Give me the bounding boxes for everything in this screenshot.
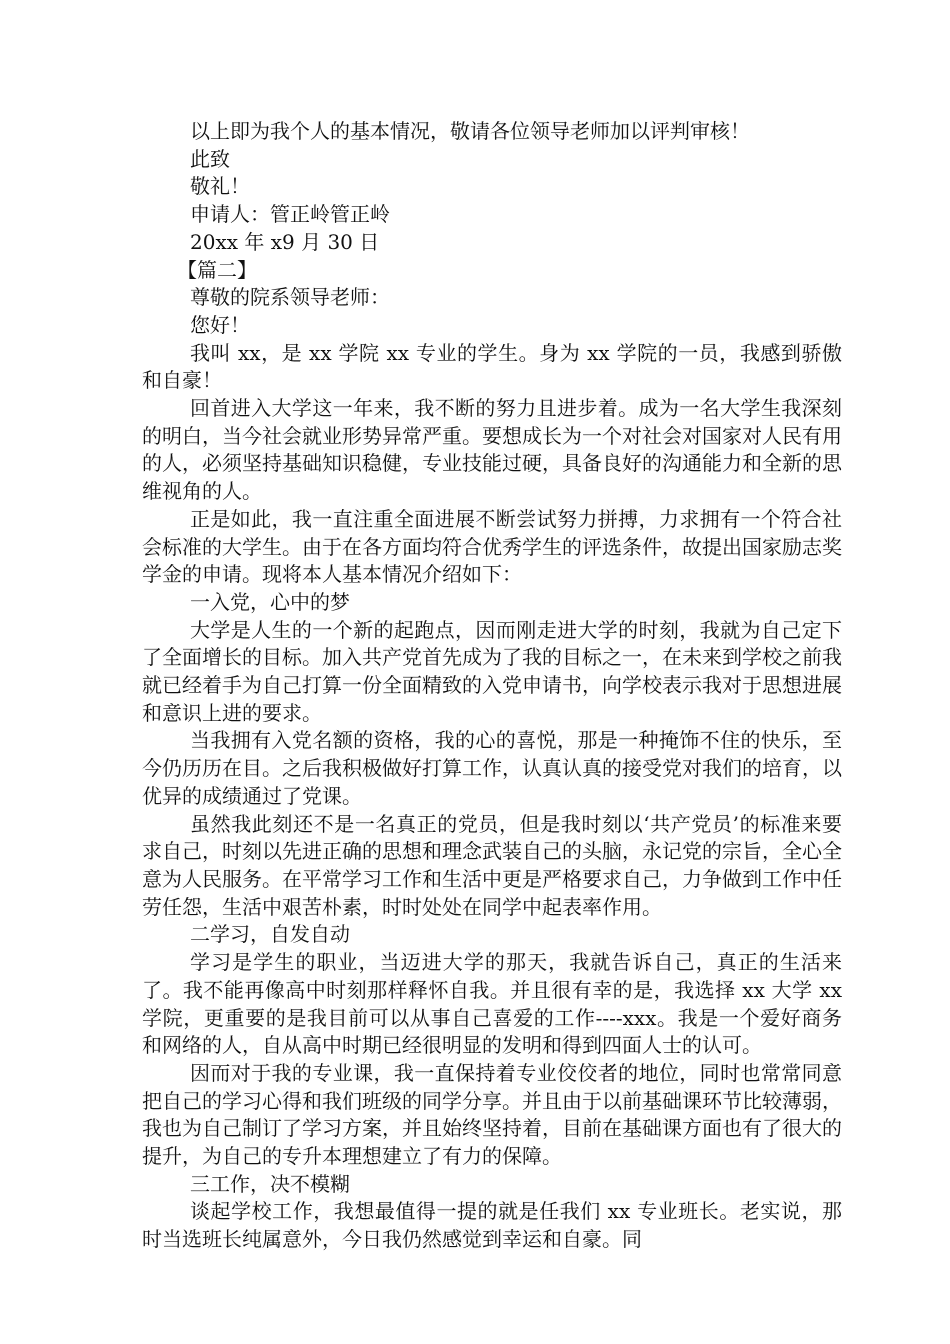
paragraph: 正是如此，我一直注重全面进展不断尝试努力拼搏，力求拥有一个符合社会标准的大学生。由于在各方面均符合优秀学生的评选条件，故提出国家励志奖学金的申请。现将本人基本情况介绍如下： [142,506,842,587]
paragraph: 学习是学生的职业，当迈进大学的那天，我就告诉自己，真正的生活来了。我不能再像高中时刻那样释怀自我。并且很有幸的是，我选择 xx 大学 xx 学院，更重要的是我目前可以从事自己喜爱的工作----xxx。我是一个爱好商务和网络的人，自从高中时期已经很明显的发明和得到四面人士的认可。 [142,950,842,1058]
paragraph: 谈起学校工作，我想最值得一提的就是任我们 xx 专业班长。老实说，那时当选班长纯属意外，今日我仍然感觉到幸运和自豪。同 [142,1199,842,1252]
date-line: 20xx 年 x9 月 30 日 [190,229,380,254]
paragraph: 大学是人生的一个新的起跑点，因而刚走进大学的时刻，我就为自己定下了全面增长的目标。加入共产党首先成为了我的目标之一，在未来到学校之前我就已经着手为自己打算一份全面精致的入党申请书，向学校表示我对于思想进展和意识上进的要求。 [142,617,842,725]
document-body [142,118,842,1254]
salutation-cizhi: 此致 [190,146,230,171]
paragraph: 虽然我此刻还不是一名真正的党员，但是我时刻以‘共产党员’的标准来要求自己，时刻以先进正确的思想和理念武装自己的头脑，永记党的宗旨，全心全意为人民服务。在平常学习工作和生活中更是严格要求自己，力争做到工作中任劳任怨，生活中艰苦朴素，时时处处在同学中起表率作用。 [142,811,842,919]
addressee-line: 尊敬的院系领导老师： [190,285,390,310]
subheading: 三工作，决不模糊 [190,1171,350,1196]
closing-line: 以上即为我个人的基本情况，敬请各位领导老师加以评判审核！ [190,119,750,143]
subheading: 二学习，自发自动 [190,922,350,947]
paragraph: 我叫 xx，是 xx 学院 xx 专业的学生。身为 xx 学院的一员，我感到骄傲和自豪！ [142,340,842,393]
paragraph: 回首进入大学这一年来，我不断的努力且进步着。成为一名大学生我深刻的明白，当今社会就业形势异常严重。要想成长为一个对社会对国家对人民有用的人，必须坚持基础知识稳健，专业技能过硬，具备良好的沟通能力和全新的思维视角的人。 [142,396,842,504]
paragraph: 当我拥有入党名额的资格，我的心的喜悦，那是一种掩饰不住的快乐，至今仍历历在目。之后我积极做好打算工作，认真认真的接受党对我们的培育，以优异的成绩通过了党课。 [142,728,842,808]
applicant-signature: 申请人：管正岭管正岭 [190,202,390,227]
paragraph: 因而对于我的专业课，我一直保持着专业佼佼者的地位，同时也常常同意把自己的学习心得和我们班级的同学分享。并且由于以前基础课环节比较薄弱，我也为自己制订了学习方案，并且始终坚持着，目前在基础课方面也有了很大的提升，为自己的专升本理想建立了有力的保障。 [142,1060,842,1169]
subheading: 一入党，心中的梦 [190,589,350,614]
greeting-line: 您好！ [190,312,250,337]
salutation-jingli: 敬礼！ [190,174,250,199]
section-heading: 【篇二】 [177,257,257,282]
